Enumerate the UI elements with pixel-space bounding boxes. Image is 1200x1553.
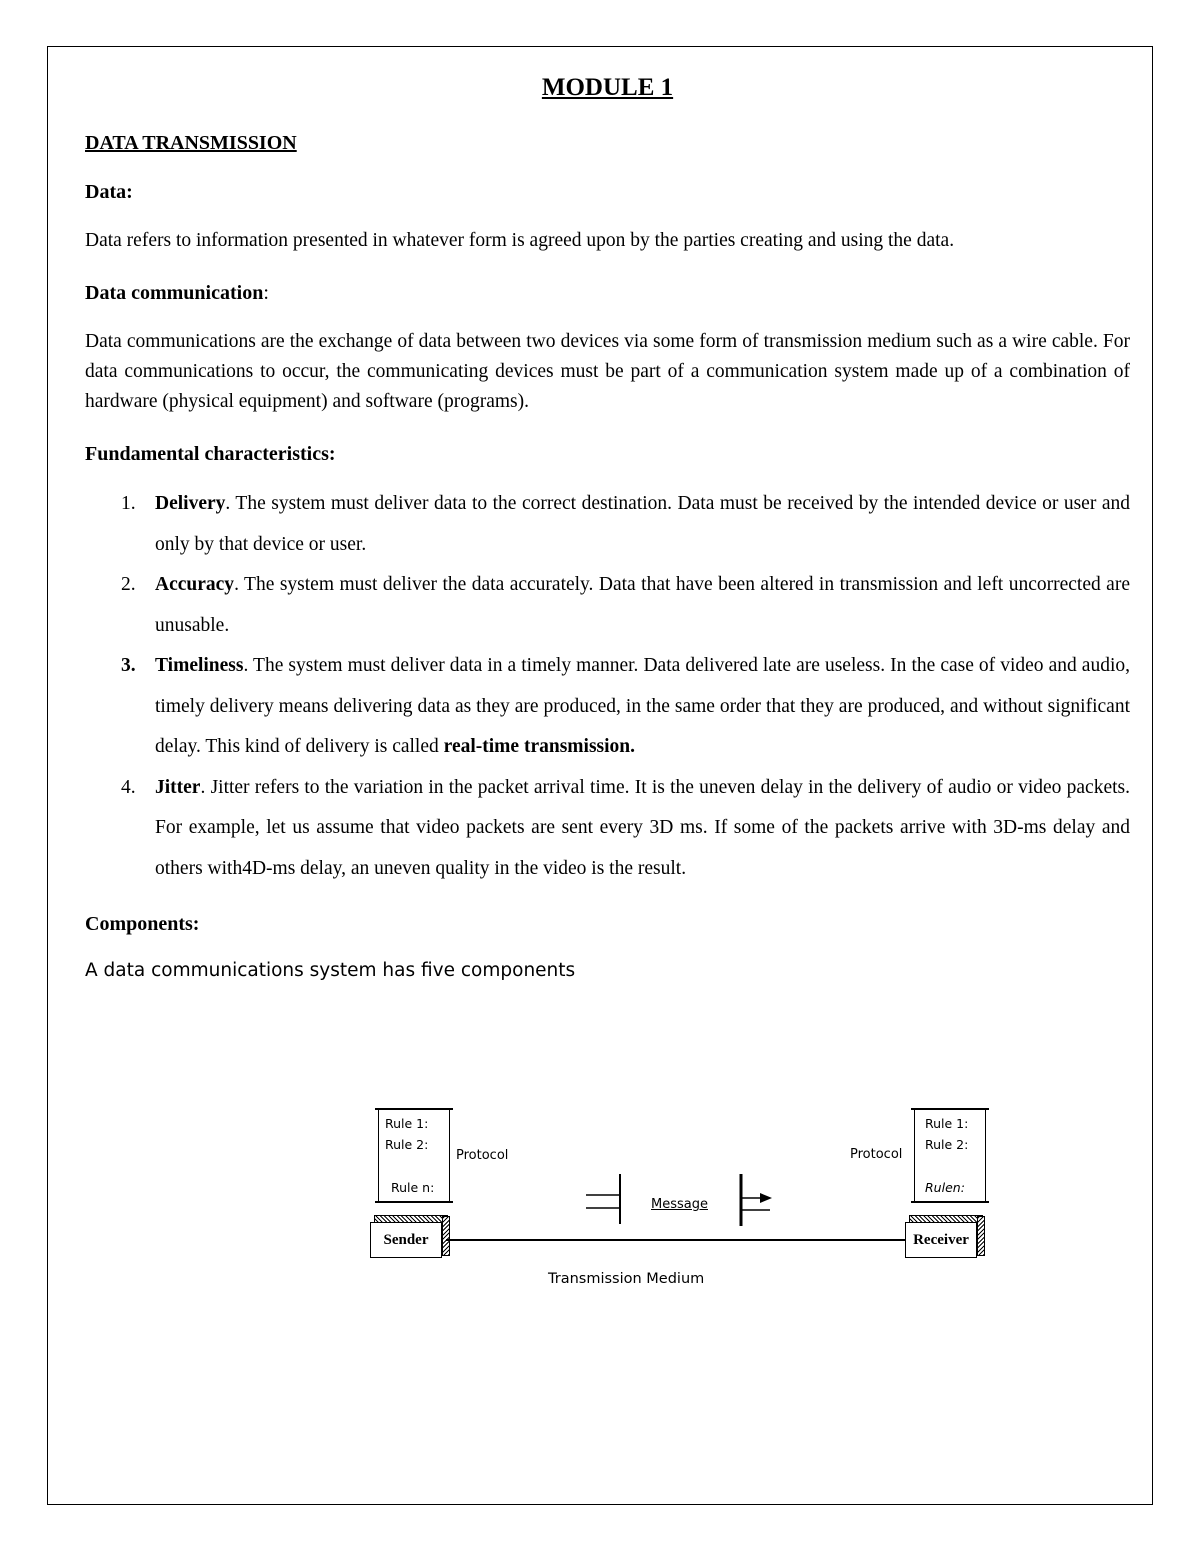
receiver-label: Receiver [905, 1222, 977, 1258]
communication-diagram [360, 1100, 1000, 1300]
list-text-bold: real-time transmission. [443, 736, 636, 757]
rule-line: Rule 1: [925, 1116, 969, 1131]
protocol-label-left: Protocol [456, 1148, 509, 1163]
data-heading: Data: [85, 181, 133, 203]
receiver-protocol-rules [914, 1108, 986, 1203]
list-number: 1. [121, 493, 136, 514]
components-heading: Components: [85, 913, 200, 935]
comm-head-colon: : [263, 282, 269, 304]
list-term: Delivery [155, 493, 226, 514]
rule-line: Rule 1: [385, 1116, 429, 1131]
rule-line: Rule n: [391, 1180, 435, 1195]
rulebox-bottom-bar [911, 1201, 989, 1203]
list-term: Accuracy [155, 574, 235, 595]
document-body [85, 70, 1130, 981]
message-label: Message [651, 1197, 708, 1212]
device-side-face [977, 1216, 985, 1256]
characteristics-list [85, 484, 1130, 889]
rulebox-top-bar [911, 1108, 989, 1110]
receiver-device [905, 1212, 977, 1258]
sender-label: Sender [370, 1222, 442, 1258]
list-number: 3. [121, 655, 136, 676]
data-communication-paragraph: Data communications are the exchange of data between two devices via some form of transmission medium such as a wire cable. For data communications to occur, the communicating devices must be part of a communication system made up of a combination of hardware (physical equipment) and software (programs). [85, 331, 1130, 412]
list-text: . The system must deliver data in a timely manner. Data delivered late are useless. In the case of video and audio, timely delivery means delivering data as they are produced, in the same order that they are produced, and without significant delay. This kind of delivery is called [155, 655, 1130, 757]
page-title: MODULE 1 [541, 74, 674, 101]
sender-device [370, 1212, 442, 1258]
list-text: . Jitter refers to the variation in the packet arrival time. It is the uneven delay in the delivery of audio or video packets. For example, let us assume that video packets are sent every 3D ms. If some of the packets arrive with 3D-ms delay and others with4D-ms delay, an uneven quality in the video is the result. [155, 776, 1130, 879]
rule-line: Rule 2: [925, 1137, 969, 1152]
list-term: Timeliness [155, 655, 244, 676]
transmission-medium-line [446, 1239, 906, 1241]
rule-line: Rulen: [925, 1180, 965, 1195]
list-item [85, 646, 1130, 768]
list-item [85, 484, 1130, 565]
rule-line: Rule 2: [385, 1137, 429, 1152]
list-number: 4. [121, 776, 136, 798]
rulebox-bottom-bar [375, 1201, 453, 1203]
components-intro: A data communications system has five components [85, 960, 576, 981]
list-item [85, 768, 1130, 890]
list-text: . The system must deliver the data accurately. Data that have been altered in transmission and left uncorrected are unusable. [155, 574, 1130, 636]
transmission-medium-label: Transmission Medium [548, 1271, 705, 1287]
section-heading: DATA TRANSMISSION [85, 132, 297, 154]
sender-protocol-rules [378, 1108, 450, 1203]
data-paragraph: Data refers to information presented in whatever form is agreed upon by the parties creating and using the data. [85, 230, 955, 251]
fundamental-characteristics-heading: Fundamental characteristics: [85, 443, 336, 465]
list-item [85, 565, 1130, 646]
comm-head-text: Data communication [85, 282, 264, 304]
device-side-face [442, 1216, 450, 1256]
rulebox-top-bar [375, 1108, 453, 1110]
list-term: Jitter [155, 776, 201, 798]
arrow-head [760, 1193, 772, 1203]
data-communication-heading [85, 282, 1130, 305]
list-number: 2. [121, 574, 136, 595]
protocol-label-right: Protocol [850, 1147, 903, 1162]
list-text: . The system must deliver data to the correct destination. Data must be received by the intended device or user and only by that device or user. [155, 493, 1130, 555]
